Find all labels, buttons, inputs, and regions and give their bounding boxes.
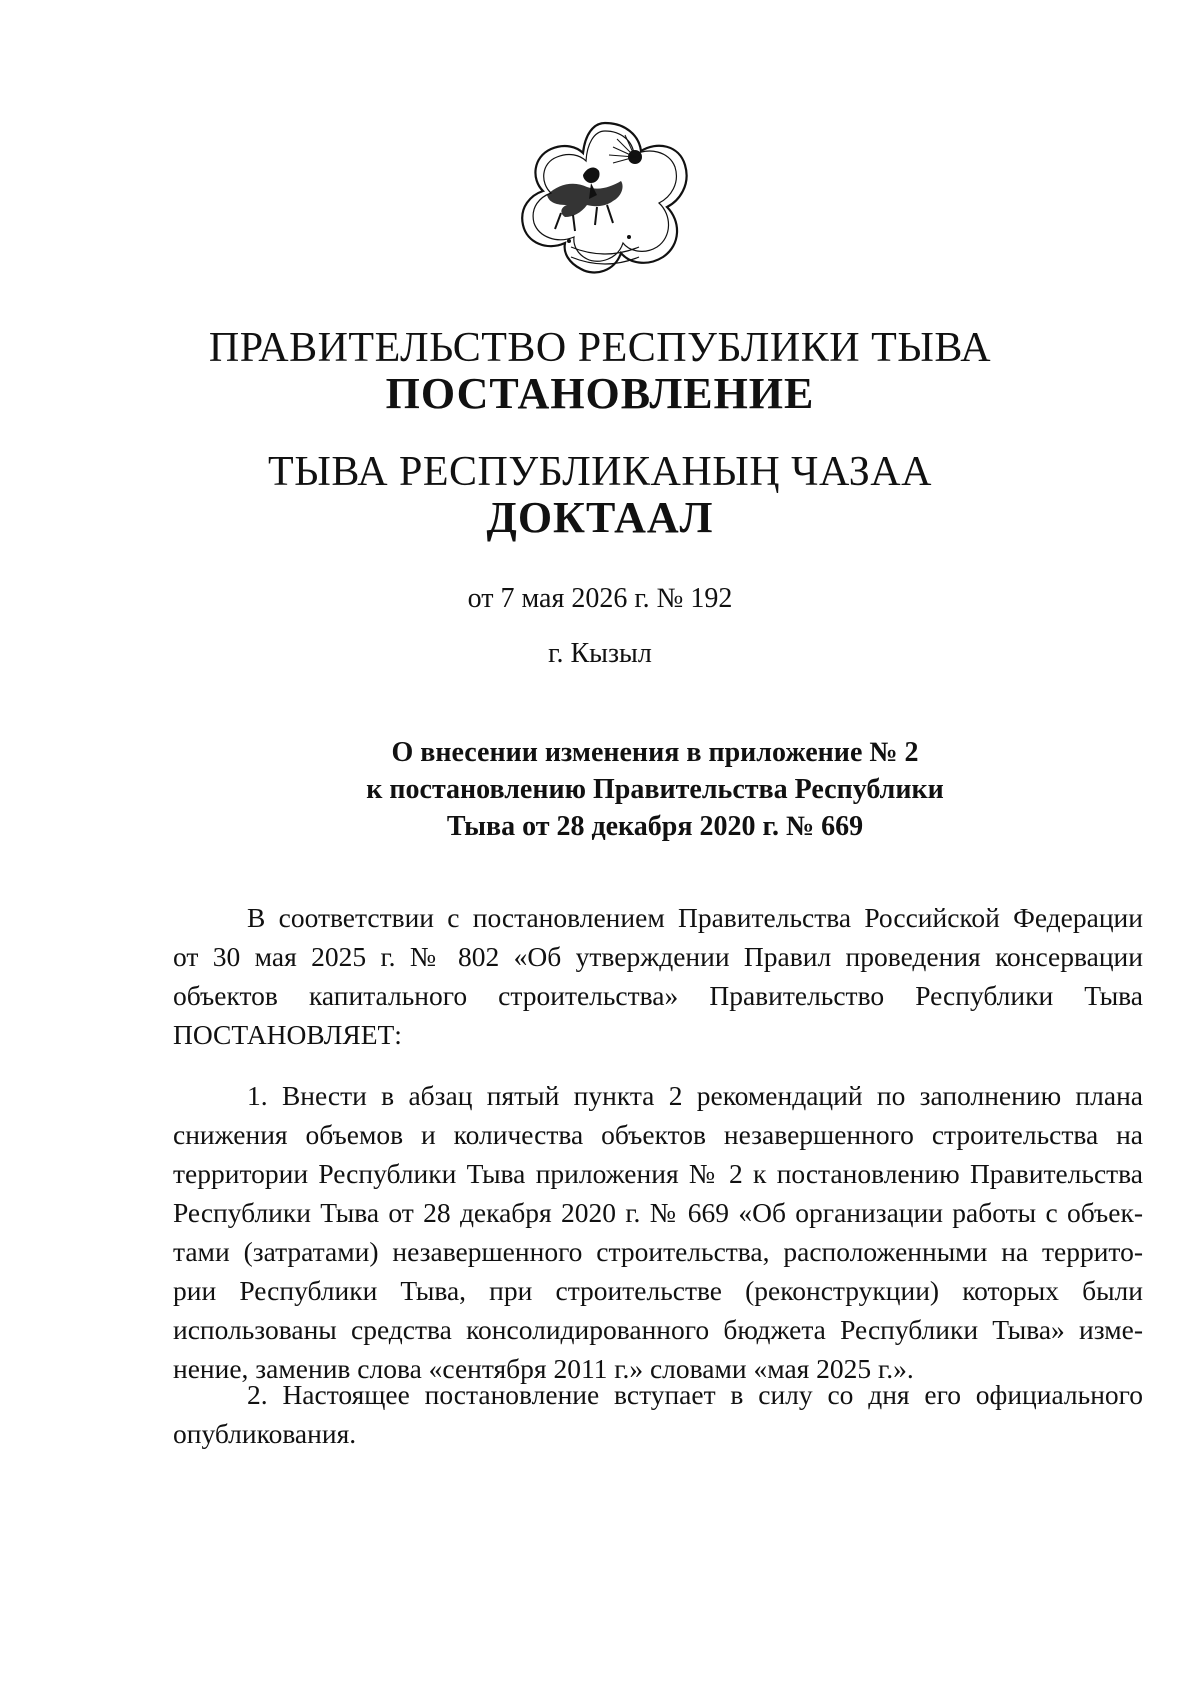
body-line: нение, заменив слова «сентября 2011 г.» словами «мая 2025 г.».: [173, 1353, 914, 1384]
preamble-paragraph: [173, 898, 1143, 1054]
body-line: тами (затратами) незавершенного строительства, расположенными на террито-: [173, 1236, 1143, 1267]
body-line: использованы средства консолидированного бюджета Республики Тыва» изме-: [173, 1314, 1143, 1345]
body-line: снижения объемов и количества объектов незавершенного строительства на: [173, 1119, 1143, 1150]
document-type-tyva: ДОКТААЛ: [486, 493, 714, 542]
tuva-emblem-icon: [517, 117, 693, 282]
subject-line: О внесении изменения в приложение № 2: [391, 737, 919, 768]
body-line: территории Республики Тыва приложения № 2 к постановлению Правительства: [173, 1158, 1143, 1189]
body-line: объектов капитального строительства» Правительство Республики Тыва: [173, 980, 1143, 1011]
document-city: г. Кызыл: [548, 638, 652, 669]
document-type-ru: ПОСТАНОВЛЕНИЕ: [385, 369, 815, 418]
body-line: 2. Настоящее постановление вступает в силу со дня его официального: [247, 1379, 1143, 1410]
subject-line: к постановлению Правительства Республики: [366, 774, 944, 805]
subject-line: Тыва от 28 декабря 2020 г. № 669: [446, 811, 864, 842]
government-name-tyva: ТЫВА РЕСПУБЛИКАНЫҢ ЧАЗАА: [268, 449, 932, 495]
body-line: опубликования.: [173, 1418, 357, 1449]
body-line: ПОСТАНОВЛЯЕТ:: [173, 1019, 402, 1050]
body-line: от 30 мая 2025 г. № 802 «Об утверждении Правил проведения консервации: [173, 941, 1143, 972]
government-name-ru: ПРАВИТЕЛЬСТВО РЕСПУБЛИКИ ТЫВА: [208, 325, 992, 371]
document-date-number: от 7 мая 2026 г. № 192: [467, 583, 733, 614]
document-subject: [340, 734, 970, 845]
body-line: Республики Тыва от 28 декабря 2020 г. № 669 «Об организации работы с объек-: [173, 1197, 1143, 1228]
body-line: В соответствии с постановлением Правительства Российской Федерации: [247, 902, 1143, 933]
item-2-paragraph: [173, 1375, 1143, 1453]
body-line: рии Республики Тыва, при строительстве (реконструкции) которых были: [173, 1275, 1143, 1306]
body-line: 1. Внести в абзац пятый пункта 2 рекомендаций по заполнению плана: [247, 1080, 1143, 1111]
item-1-paragraph: [173, 1076, 1143, 1388]
